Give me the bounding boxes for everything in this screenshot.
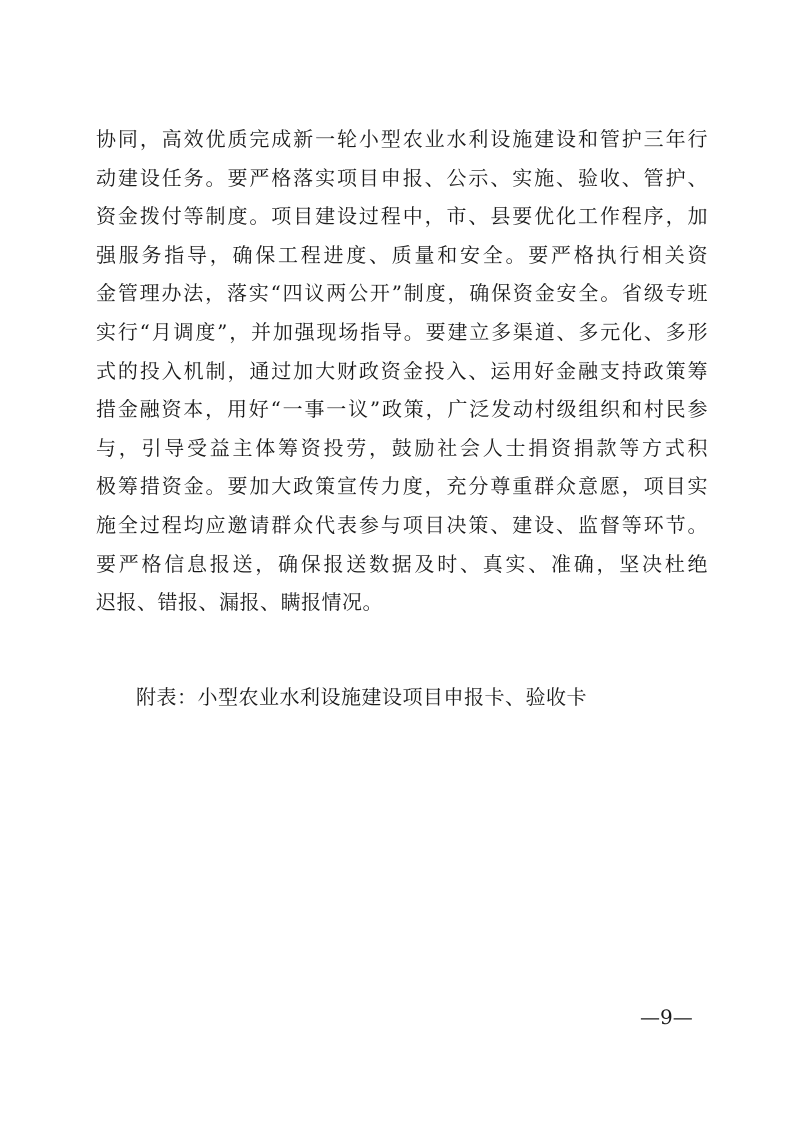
body-paragraph — [96, 120, 708, 622]
body-line: 要严格信息报送，确保报送数据及时、真实、准确，坚决杜绝 — [96, 551, 708, 576]
body-line: 资金拨付等制度。项目建设过程中，市、县要优化工作程序，加 — [96, 204, 708, 229]
body-line: 与，引导受益主体筹资投劳，鼓励社会人士捐资捐款等方式积 — [96, 435, 708, 460]
body-line: 极筹措资金。要加大政策宣传力度，充分尊重群众意愿，项目实 — [96, 474, 708, 499]
page-number: —9— — [640, 1005, 693, 1029]
body-line: 式的投入机制，通过加大财政资金投入、运用好金融支持政策筹 — [96, 358, 708, 383]
body-line: 强服务指导，确保工程进度、质量和安全。要严格执行相关资 — [96, 242, 708, 267]
body-line: 金管理办法，落实“四议两公开”制度，确保资金安全。省级专班 — [96, 281, 708, 306]
body-line: 协同，高效优质完成新一轮小型农业水利设施建设和管护三年行 — [96, 127, 708, 151]
body-line: 实行“月调度”，并加强现场指导。要建立多渠道、多元化、多形 — [96, 319, 708, 344]
attachment-note: 附表：小型农业水利设施建设项目申报卡、验收卡 — [136, 685, 587, 709]
body-line: 施全过程均应邀请群众代表参与项目决策、建设、监督等环节。 — [96, 512, 708, 537]
body-line: 措金融资本，用好“一事一议”政策，广泛发动村级组织和村民参 — [96, 397, 708, 422]
body-line: 迟报、错报、漏报、瞒报情况。 — [96, 590, 383, 615]
body-line: 动建设任务。要严格落实项目申报、公示、实施、验收、管护、 — [96, 165, 708, 190]
